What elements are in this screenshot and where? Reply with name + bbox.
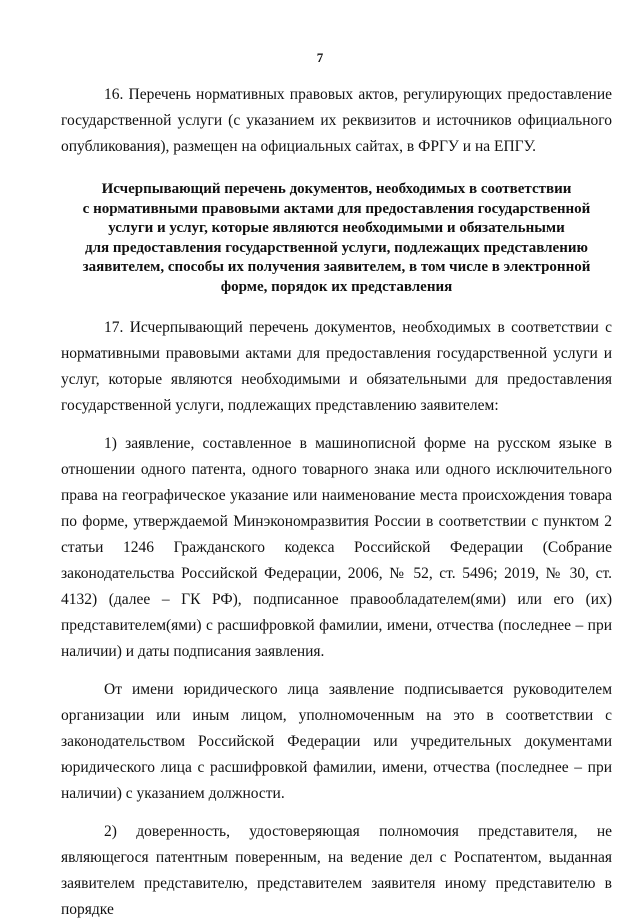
heading-line: с нормативными правовыми актами для предоставления государственной [82,200,591,217]
heading-line: для предоставления государственной услуги, подлежащих представлению [85,239,588,256]
paragraph-legal-entity-signature: От имени юридического лица заявление подписывается руководителем организации или иным лицом, уполномоченным на это в соответствии с законодательством Российской Федерации или учредительных документами юридического лица с расшифровкой фамилии, имени, отчества (последнее – при наличии) с указанием должности. [61,681,612,802]
heading-line: Исчерпывающий перечень документов, необходимых в соответствии [101,181,572,197]
heading-line: услуги и услуг, которые являются необходимыми и обязательными [108,220,565,236]
document-body [61,82,612,923]
page-number: 7 [316,50,324,65]
paragraph-17: 17. Исчерпывающий перечень документов, необходимых в соответствии с нормативными правовыми актами для предоставления государственной услуги и услуг, которые являются необходимыми и обязательными для предоставления государственной услуги, подлежащих представлению заявителем: [61,319,612,414]
heading-line: форме, порядок их представления [220,278,453,295]
paragraph-17-item-1: 1) заявление, составленное в машинописной форме на русском языке в отношении одного патента, одного товарного знака или одного исключительного права на географическое указание или наименование места происхождения товара по форме, утверждаемой Минэкономразвития России в соответствии с пунктом 2 статьи 1246 Гражданского кодекса Российской Федерации (Собрание законодательства Российской Федерации, 2006, № 52, ст. 5496; 2019, № 30, ст. 4132) (далее – ГК РФ), подписанное правообладателем(ями) или его (их) представителем(ями) с расшифровкой фамилии, имени, отчества (последнее – при наличии) и даты подписания заявления. [61,435,612,660]
section-heading [69,180,604,297]
heading-line: заявителем, способы их получения заявителем, в том числе в электронной [82,259,591,275]
paragraph-17-item-2: 2) доверенность, удостоверяющая полномочия представителя, не являющегося патентным поверенным, на ведение дел с Роспатентом, выданная заявителем представителю, представителем заявителя иному представителю в порядке [61,823,612,918]
paragraph-16: 16. Перечень нормативных правовых актов, регулирующих предоставление государственной услуги (с указанием их реквизитов и источников официального опубликования), размещен на официальных сайтах, в ФРГУ и на ЕПГУ. [61,86,612,155]
